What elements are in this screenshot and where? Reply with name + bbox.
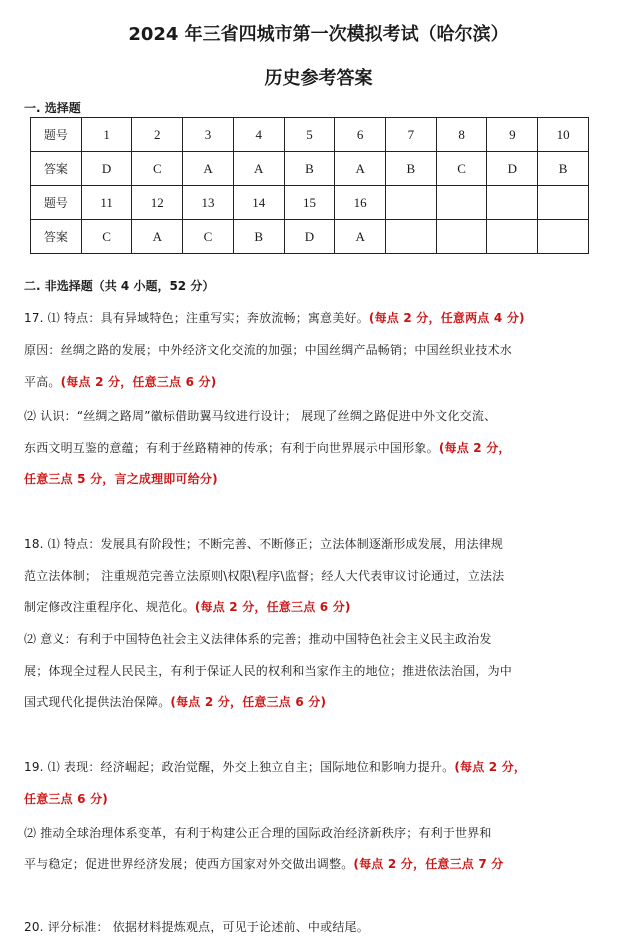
answer-text: ⑵ 认识：“丝绸之路周”徽标借助翼马纹进行设计； 展现了丝绸之路促进中外文化交流、 <box>24 409 497 423</box>
answer-key-title: 历史参考答案 <box>264 68 373 89</box>
answer-line <box>24 662 624 679</box>
table-cell <box>538 220 589 254</box>
scoring-note: 任意三点 5 分，言之成理即可给分) <box>24 472 218 486</box>
table-cell: 11 <box>81 186 132 220</box>
answer-text: 平与稳定；促进世界经济发展；使西方国家对外交做出调整。 <box>24 857 354 871</box>
answer-table <box>30 117 589 254</box>
table-cell: A <box>132 220 183 254</box>
answer-line <box>24 407 624 424</box>
answer-text: 制定修改注重程序化、规范化。 <box>24 600 195 614</box>
table-cell: 3 <box>183 118 234 152</box>
table-cell: A <box>233 152 284 186</box>
table-cell: D <box>81 152 132 186</box>
answer-line <box>24 758 624 775</box>
table-cell: 4 <box>233 118 284 152</box>
scoring-note: (每点 2 分，任意三点 6 分) <box>170 695 327 709</box>
table-cell: 10 <box>538 118 589 152</box>
table-cell: B <box>538 152 589 186</box>
table-cell <box>386 186 437 220</box>
table-cell: A <box>335 152 386 186</box>
answer-line <box>24 309 624 326</box>
table-cell: 1 <box>81 118 132 152</box>
answer-text: 展；体现全过程人民民主，有利于保证人民的权利和当家作主的地位；推进依法治国，为中 <box>24 664 513 678</box>
table-cell: 答案 <box>31 152 82 186</box>
table-cell: 9 <box>487 118 538 152</box>
table-cell: D <box>284 220 335 254</box>
answer-text: 平高。 <box>24 375 61 389</box>
table-cell <box>436 220 487 254</box>
table-cell: 6 <box>335 118 386 152</box>
answer-line <box>24 824 624 841</box>
scoring-note: (每点 2 分， <box>438 441 511 455</box>
answer-text: 范立法体制； 注重规范完善立法原则\权限\程序\监督；经人大代表审议讨论通过，立法法 <box>24 569 505 583</box>
table-cell <box>436 186 487 220</box>
answer-text: 18. ⑴ 特点：发展具有阶段性；不断完善、不断修正；立法体制逐渐形成发展，用法律规 <box>24 537 504 551</box>
table-cell: C <box>81 220 132 254</box>
section-nonchoice-heading: 二. 非选择题（共 4 小题，52 分） <box>24 279 215 293</box>
table-cell: 16 <box>335 186 386 220</box>
answer-line <box>24 567 624 584</box>
table-cell: 5 <box>284 118 335 152</box>
table-cell: 题号 <box>31 118 82 152</box>
table-cell: 15 <box>284 186 335 220</box>
table-cell: 13 <box>183 186 234 220</box>
exam-title: 2024 年三省四城市第一次模拟考试（哈尔滨） <box>128 24 509 45</box>
table-cell: 答案 <box>31 220 82 254</box>
table-cell: C <box>183 220 234 254</box>
answer-text: 17. ⑴ 特点：具有异域特色；注重写实；奔放流畅；寓意美好。 <box>24 311 369 325</box>
answer-line <box>24 855 624 872</box>
scoring-note: (每点 2 分，任意三点 7 分 <box>353 857 504 871</box>
table-cell <box>538 186 589 220</box>
table-row <box>31 186 589 220</box>
table-cell: C <box>132 152 183 186</box>
table-cell <box>487 186 538 220</box>
table-cell: A <box>335 220 386 254</box>
answer-line <box>24 439 624 456</box>
scoring-note: (每点 2 分，任意三点 6 分) <box>60 375 217 389</box>
table-cell: B <box>386 152 437 186</box>
table-row <box>31 220 589 254</box>
section-choice-heading: 一. 选择题 <box>24 101 81 115</box>
answer-line <box>24 630 624 647</box>
table-cell <box>487 220 538 254</box>
answer-text: ⑵ 意义：有利于中国特色社会主义法律体系的完善；推动中国特色社会主义民主政治发 <box>24 632 492 646</box>
answer-line <box>24 341 624 358</box>
scoring-note: 任意三点 6 分) <box>24 792 108 806</box>
answer-line <box>24 373 624 390</box>
scoring-note: (每点 2 分，任意两点 4 分) <box>368 311 525 325</box>
table-cell: B <box>233 220 284 254</box>
answer-text: 原因：丝绸之路的发展；中外经济文化交流的加强；中国丝绸产品畅销；中国丝织业技术水 <box>24 343 513 357</box>
answer-text: ⑵ 推动全球治理体系变革，有利于构建公正合理的国际政治经济新秩序；有利于世界和 <box>24 826 492 840</box>
table-cell: B <box>284 152 335 186</box>
table-cell: 12 <box>132 186 183 220</box>
answer-line <box>24 693 624 710</box>
answer-text: 20. 评分标准： 依据材料提炼观点，可见于论述前、中或结尾。 <box>24 920 369 934</box>
answer-text: 东西文明互鉴的意蕴；有利于丝路精神的传承；有利于向世界展示中国形象。 <box>24 441 439 455</box>
table-cell: D <box>487 152 538 186</box>
table-cell <box>386 220 437 254</box>
table-row <box>31 118 589 152</box>
answer-line <box>24 790 624 807</box>
answer-line <box>24 470 624 487</box>
table-cell: 2 <box>132 118 183 152</box>
answer-line <box>24 598 624 615</box>
table-cell: 7 <box>386 118 437 152</box>
table-row <box>31 152 589 186</box>
scoring-note: (每点 2 分， <box>454 760 527 774</box>
answer-line <box>24 535 624 552</box>
table-cell: A <box>183 152 234 186</box>
answer-line <box>24 918 624 935</box>
answer-text: 国式现代化提供法治保障。 <box>24 695 171 709</box>
table-cell: C <box>436 152 487 186</box>
table-cell: 8 <box>436 118 487 152</box>
answer-text: 19. ⑴ 表现：经济崛起；政治觉醒，外交上独立自主；国际地位和影响力提升。 <box>24 760 455 774</box>
table-cell: 题号 <box>31 186 82 220</box>
scoring-note: (每点 2 分，任意三点 6 分) <box>194 600 351 614</box>
table-cell: 14 <box>233 186 284 220</box>
